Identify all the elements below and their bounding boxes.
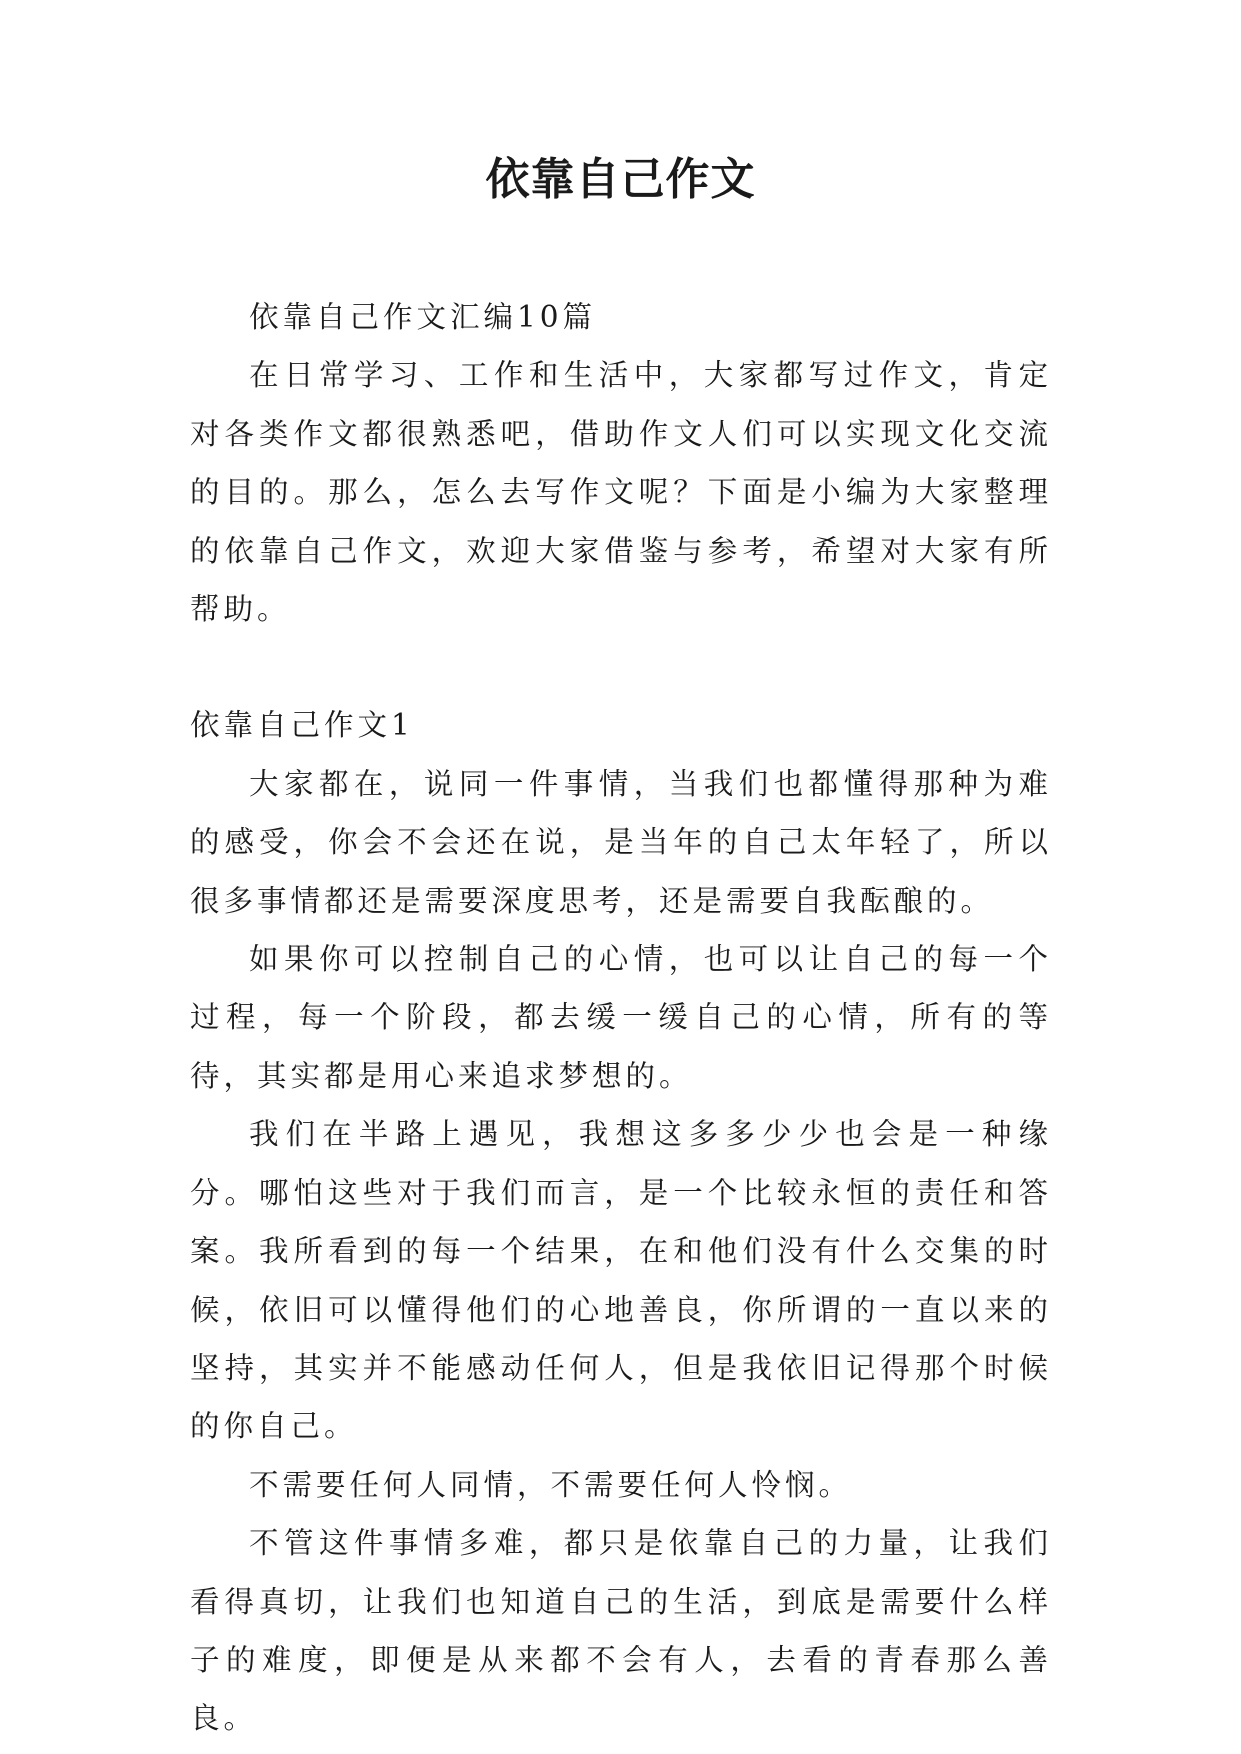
section-heading: 依靠自己作文1 xyxy=(190,708,414,743)
body-paragraph-3: 我们在半路上遇见，我想这多多少少也会是一种缘分。哪怕这些对于我们而言，是一个比较永恒的责任和答案。我所看到的每一个结果，在和他们没有什么交集的时候，依旧可以懂得他们的心地善良，你所谓的一直以来的坚持，其实并不能感动任何人，但是我依旧记得那个时候的你自己。 xyxy=(190,1117,1052,1444)
body-paragraph-5: 不管这件事情多难，都只是依靠自己的力量，让我们看得真切，让我们也知道自己的生活，到底是需要什么样子的难度，即便是从来都不会有人，去看的青春那么善良。 xyxy=(190,1526,1052,1736)
body-paragraph-1: 大家都在，说同一件事情，当我们也都懂得那种为难的感受，你会不会还在说，是当年的自己太年轻了，所以很多事情都还是需要深度思考，还是需要自我酝酿的。 xyxy=(190,766,1052,918)
section-spacer xyxy=(190,638,1052,696)
intro-paragraph: 在日常学习、工作和生活中，大家都写过作文，肯定对各类作文都很熟悉吧，借助作文人们可以实现文化交流的目的。那么，怎么去写作文呢？下面是小编为大家整理的依靠自己作文，欢迎大家借鉴与参考，希望对大家有所帮助。 xyxy=(190,358,1052,627)
body-paragraph-4: 不需要任何人同情，不需要任何人怜悯。 xyxy=(249,1467,853,1502)
document-title: 依靠自己作文 xyxy=(485,154,756,205)
body-paragraph-2: 如果你可以控制自己的心情，也可以让自己的每一个过程，每一个阶段，都去缓一缓自己的心情，所有的等待，其实都是用心来追求梦想的。 xyxy=(190,942,1052,1093)
document-subtitle: 依靠自己作文汇编10篇 xyxy=(249,300,597,334)
document-body xyxy=(190,288,1052,1748)
